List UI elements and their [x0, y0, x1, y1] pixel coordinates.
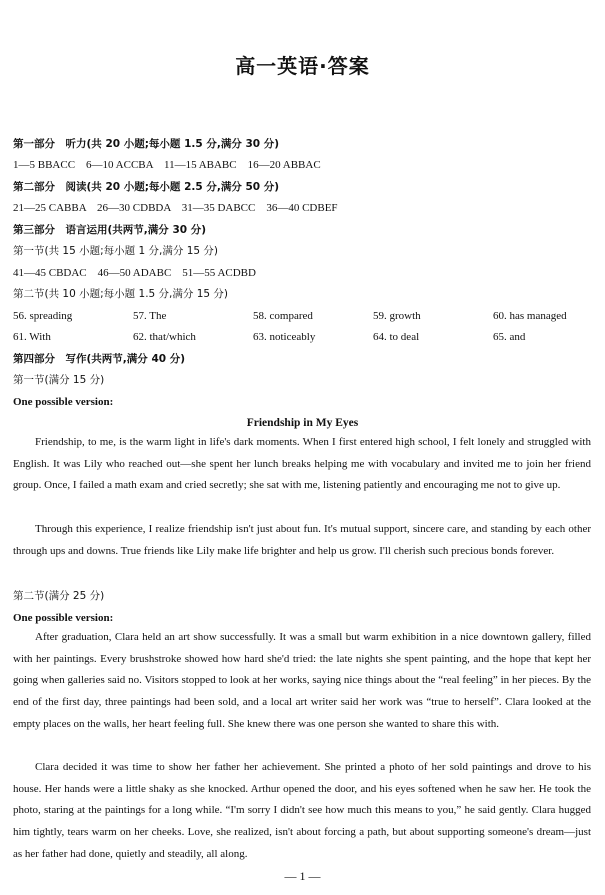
- part2-heading: 第二部分 阅读(共 20 小题;每小题 2.5 分,满分 50 分): [13, 181, 280, 193]
- part4-sec1-heading: 第一节(满分 15 分): [13, 374, 105, 386]
- answer-cell: 60. has managed: [493, 310, 567, 322]
- answer-cell: 58. compared: [253, 310, 313, 322]
- answer-cell: 65. and: [493, 331, 526, 343]
- story-paragraph-2: Clara decided it was time to show her father her achievement. She printed a photo of her sold paintings and drove to his house. Her hands were a little shaky as she knocked. Arthur opened the door, and his eyes softened when he saw her. He took the photo, staring at the paintings for a long while. “I'm sorry I didn't see how much this means to you,” he said gently. Clara hugged him tightly, tears warm on her cheeks. Love, she realized, isn't about forcing a path, but about supporting someone's dream—just as her father had done, quietly and steadily, all along.: [13, 761, 591, 860]
- essay-title: Friendship in My Eyes: [246, 417, 359, 429]
- page-number: — 1 —: [284, 869, 321, 883]
- part3-sec1-answers: 41—45 CBDAC 46—50 ADABC 51—55 ACDBD: [13, 267, 256, 279]
- part1-heading: 第一部分 听力(共 20 小题;每小题 1.5 分,满分 30 分): [13, 138, 280, 150]
- answer-cell: 64. to deal: [373, 331, 420, 343]
- part2-answers: 21—25 CABBA 26—30 CDBDA 31—35 DABCC 36—40 CDBEF: [13, 202, 338, 214]
- answer-cell: 61. With: [13, 331, 51, 343]
- part3-sec2-heading: 第二节(共 10 小题;每小题 1.5 分,满分 15 分): [13, 288, 229, 300]
- answer-cell: 57. The: [133, 310, 167, 322]
- answer-cell: 62. that/which: [133, 331, 196, 343]
- answer-cell: 63. noticeably: [253, 331, 316, 343]
- answer-cell: 59. growth: [373, 310, 421, 322]
- part4-sec2-heading: 第二节(满分 25 分): [13, 590, 105, 602]
- essay-paragraph-1: Friendship, to me, is the warm light in life's dark moments. When I first entered high school, I felt lonely and struggled with English. It was Lily who reached out—she spent her lunch breaks helping me with vocabulary and invited me to join her friend group. Once, I failed a math exam and cried secretly; she sat with me, listening patiently and encouraging me not to give up.: [13, 436, 591, 492]
- possible-version-label: One possible version:: [13, 396, 114, 408]
- essay-paragraph-2: Through this experience, I realize friendship isn't just about fun. It's mutual support, sincere care, and standing by each other through ups and downs. True friends like Lily make life brighter and help us grow. I'll cherish such precious bonds forever.: [13, 523, 591, 557]
- answer-cell: 56. spreading: [13, 310, 73, 322]
- part1-answers: 1—5 BBACC 6—10 ACCBA 11—15 ABABC 16—20 ABBAC: [13, 159, 321, 171]
- possible-version-label: One possible version:: [13, 612, 114, 624]
- part4-heading: 第四部分 写作(共两节,满分 40 分): [13, 353, 186, 365]
- part3-sec1-heading: 第一节(共 15 小题;每小题 1 分,满分 15 分): [13, 245, 218, 257]
- story-paragraph-1: After graduation, Clara held an art show successfully. It was a small but warm exhibition in a nice downtown gallery, filled with her paintings. Every brushstroke showed how hard she'd tried: the late nights she spent painting, and the hope that kept her going when galleries said no. Visitors stopped to look at her works, saying nice things about the “real feeling” in her pieces. By the end of the first day, three paintings had been sold, and a local art writer said her work was “true to herself”. Clara looked at the empty places on the walls, her heart feeling full. She knew there was one person she wanted to share this with.: [13, 631, 591, 730]
- page-title: 高一英语·答案: [235, 54, 370, 78]
- part3-heading: 第三部分 语言运用(共两节,满分 30 分): [13, 224, 207, 236]
